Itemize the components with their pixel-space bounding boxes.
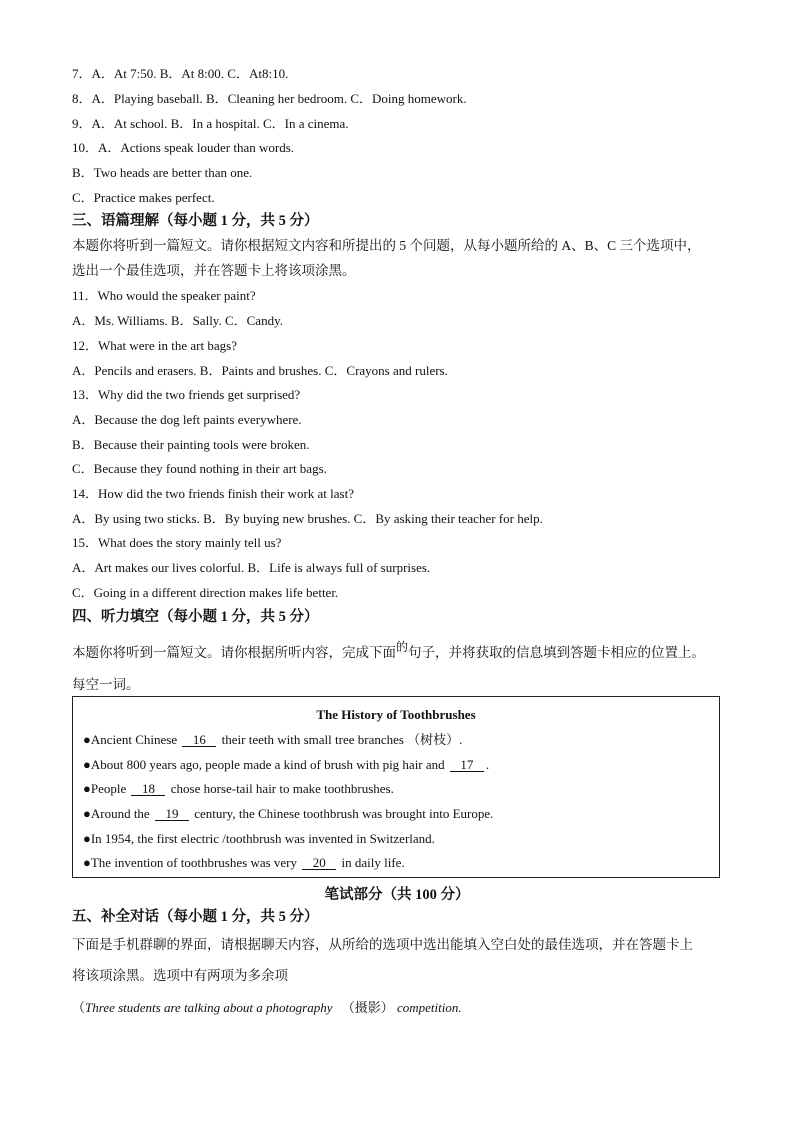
question-7-options: 7．A．At 7:50. B．At 8:00. C．At8:10. bbox=[72, 66, 289, 81]
context-chinese: （摄影） bbox=[341, 1000, 394, 1015]
item-text: their teeth with small tree branches （树枝）. bbox=[218, 732, 463, 747]
item-text: ●Around the bbox=[83, 806, 153, 821]
blank-19: 19 bbox=[155, 807, 189, 821]
question-10-option-c: C．Practice makes perfect. bbox=[72, 190, 215, 205]
toothbrush-history-box bbox=[72, 696, 720, 878]
context-open-paren: （ bbox=[72, 1000, 86, 1015]
question-13-option-c: C．Because they found nothing in their art bags. bbox=[72, 461, 327, 476]
blank-17: 17 bbox=[450, 758, 484, 772]
blank-16: 16 bbox=[182, 733, 216, 747]
section-4-heading: 四、听力填空（每小题 1 分，共 5 分） bbox=[72, 609, 319, 625]
question-8-options: 8．A．Playing baseball. B．Cleaning her bedroom. C．Doing homework. bbox=[72, 91, 467, 106]
box-item-electric bbox=[83, 831, 435, 847]
box-title: The History of Toothbrushes bbox=[316, 707, 476, 722]
box-item-16 bbox=[83, 732, 462, 748]
question-12-options: A．Pencils and erasers. B．Paints and brushes. C．Crayons and rulers. bbox=[72, 363, 448, 378]
item-text: . bbox=[485, 757, 490, 772]
box-item-20 bbox=[83, 855, 405, 871]
item-text: ●About 800 years ago, people made a kind of brush with pig hair and bbox=[83, 757, 448, 772]
question-11: 11．Who would the speaker paint? bbox=[72, 288, 256, 303]
item-text: ●People bbox=[83, 781, 130, 796]
item-text: ●Ancient Chinese bbox=[83, 732, 181, 747]
section-4-instruction-superscript: 的 bbox=[396, 640, 409, 654]
written-part-heading: 笔试部分（共 100 分） bbox=[324, 887, 470, 903]
context-text-1: Three students are talking about a photography bbox=[85, 1000, 333, 1015]
item-text: ●In 1954, the first electric /toothbrush was invented in Switzerland. bbox=[83, 831, 435, 846]
blank-18: 18 bbox=[131, 782, 165, 796]
section-4-instruction-line-2: 每空一词。 bbox=[72, 677, 140, 692]
question-10-option-b: B．Two heads are better than one. bbox=[72, 165, 253, 180]
box-item-18 bbox=[83, 781, 394, 797]
section-4-instruction-part-b: 句子，并将获取的信息填到答题卡相应的位置上。 bbox=[408, 645, 706, 660]
box-item-17 bbox=[83, 757, 489, 773]
dialogue-context bbox=[72, 1000, 462, 1016]
question-13-option-b: B．Because their painting tools were broken. bbox=[72, 437, 310, 452]
question-15-option-c: C．Going in a different direction makes life better. bbox=[72, 585, 339, 600]
blank-20: 20 bbox=[302, 856, 336, 870]
section-5-instruction-line-2: 将该项涂黑。选项中有两项为多余项 bbox=[72, 968, 288, 983]
question-13: 13．Why did the two friends get surprised? bbox=[72, 387, 301, 402]
section-4-instruction-line-1 bbox=[72, 640, 732, 661]
question-13-option-a: A．Because the dog left paints everywhere. bbox=[72, 412, 302, 427]
section-3-instruction-line-2: 选出一个最佳选项，并在答题卡上将该项涂黑。 bbox=[72, 263, 356, 278]
question-10-option-a: 10．A．Actions speak louder than words. bbox=[72, 140, 295, 155]
section-5-heading: 五、补全对话（每小题 1 分，共 5 分） bbox=[72, 909, 319, 925]
context-text-2: competition. bbox=[397, 1000, 462, 1015]
box-item-19 bbox=[83, 806, 493, 822]
section-3-heading: 三、语篇理解（每小题 1 分，共 5 分） bbox=[72, 213, 319, 229]
question-15-options-ab: A．Art makes our lives colorful. B．Life is always full of surprises. bbox=[72, 560, 431, 575]
question-12: 12．What were in the art bags? bbox=[72, 338, 237, 353]
item-text: chose horse-tail hair to make toothbrushes. bbox=[167, 781, 394, 796]
section-3-instruction-line-1: 本题你将听到一篇短文。请你根据短文内容和所提出的 5 个问题，从每小题所给的 A、B、C 三个选项中， bbox=[72, 238, 701, 253]
item-text: ●The invention of toothbrushes was very bbox=[83, 855, 301, 870]
question-11-options: A．Ms. Williams. B．Sally. C．Candy. bbox=[72, 313, 283, 328]
section-5-instruction-line-1: 下面是手机群聊的界面，请根据聊天内容，从所给的选项中选出能填入空白处的最佳选项，并在答题卡上 bbox=[72, 937, 693, 952]
question-14-options: A．By using two sticks. B．By buying new brushes. C．By asking their teacher for help. bbox=[72, 511, 543, 526]
question-15: 15．What does the story mainly tell us? bbox=[72, 535, 282, 550]
section-4-instruction-part-a: 本题你将听到一篇短文。请你根据所听内容，完成下面 bbox=[72, 645, 396, 660]
question-9-options: 9．A．At school. B．In a hospital. C．In a cinema. bbox=[72, 116, 349, 131]
question-14: 14．How did the two friends finish their work at last? bbox=[72, 486, 354, 501]
item-text: in daily life. bbox=[338, 855, 405, 870]
item-text: century, the Chinese toothbrush was brought into Europe. bbox=[190, 806, 494, 821]
